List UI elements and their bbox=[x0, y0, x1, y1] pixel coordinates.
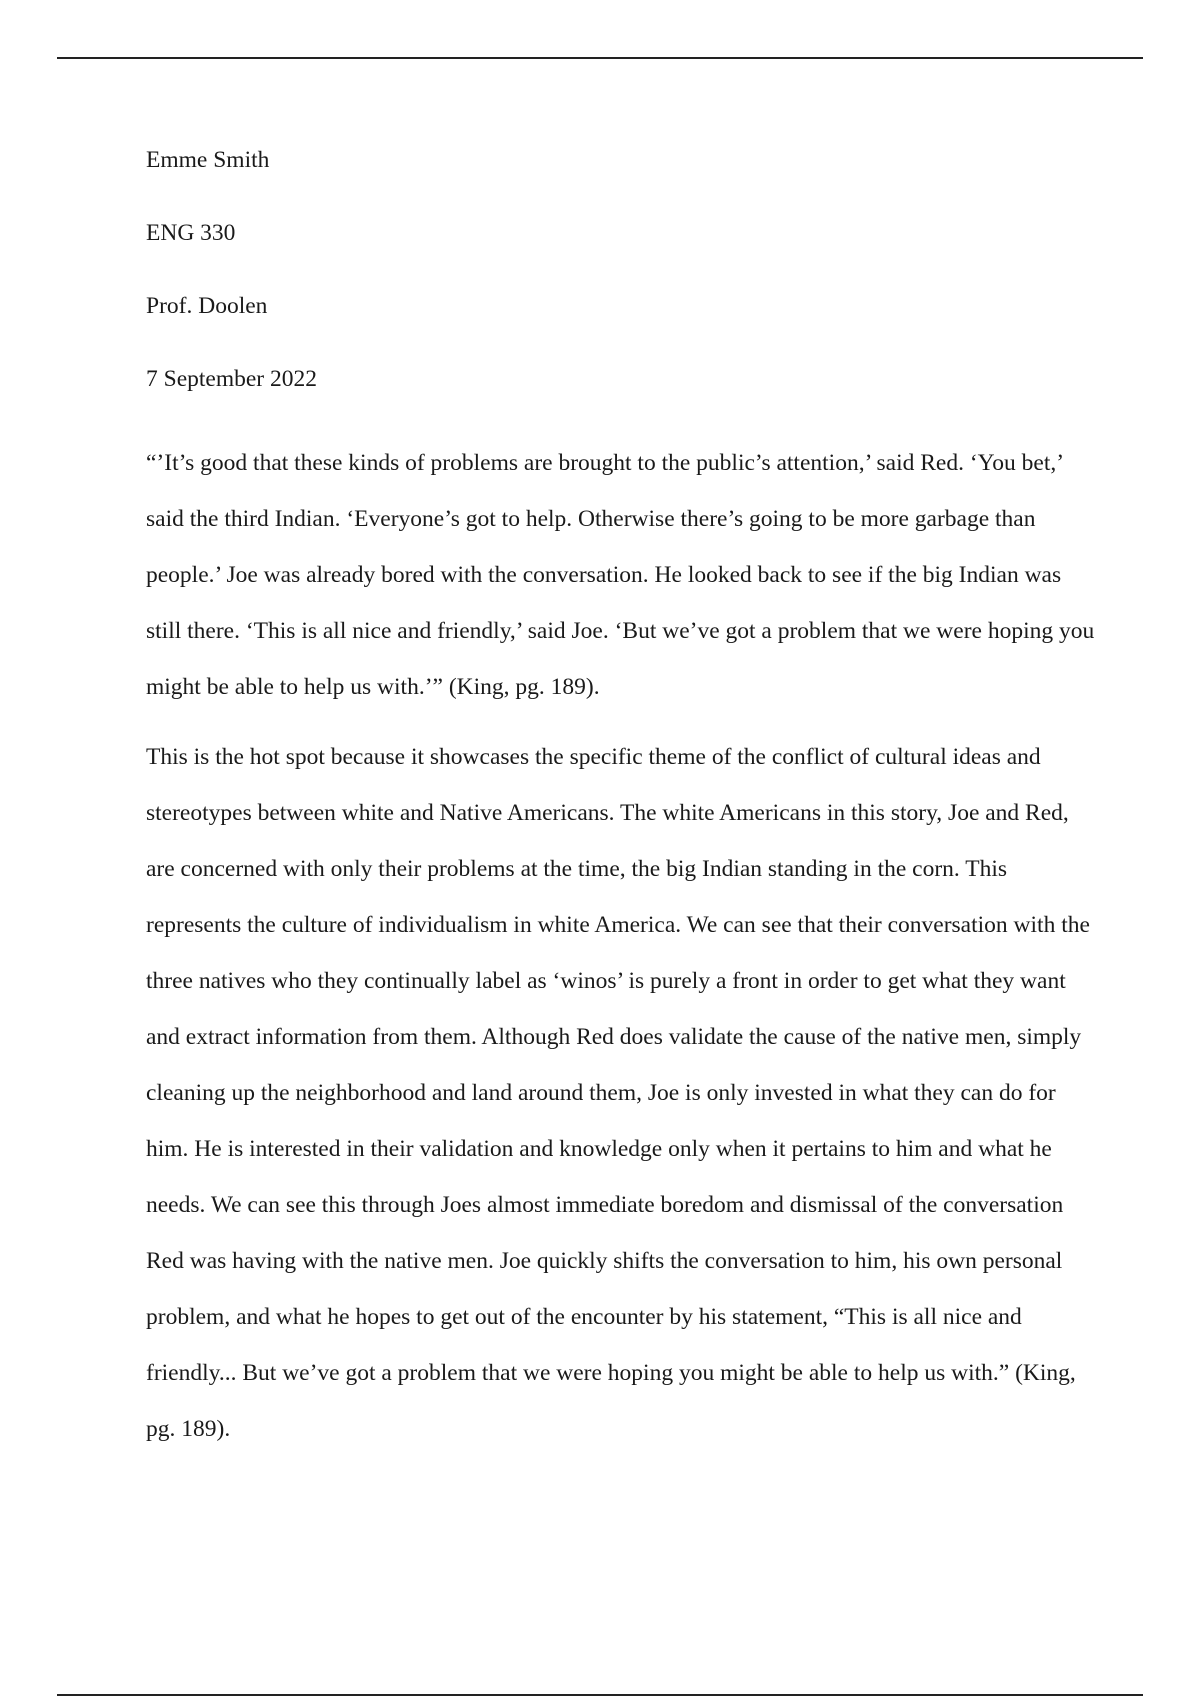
document-page bbox=[146, 143, 1096, 1457]
author-name: Emme Smith bbox=[146, 147, 270, 173]
analysis-paragraph: This is the hot spot because it showcases the specific theme of the conflict of cultural ideas and stereotypes between white and Native Americans. The white Americans in this story, Joe and Red, are concerned with only their problems at the time, the big Indian standing in the corn. This represents the culture of individualism in white America. We can see that their conversation with the three natives who they continually label as ‘winos’ is purely a front in order to get what they want and extract information from them. Although Red does validate the cause of the native men, simply cleaning up the neighborhood and land around them, Joe is only invested in what they can do for him. He is interested in their validation and knowledge only when it pertains to him and what he needs. We can see this through Joes almost immediate boredom and dismissal of the conversation Red was having with the native men. Joe quickly shifts the conversation to him, his own personal problem, and what he hopes to get out of the encounter by his statement, “This is all nice and friendly... But we’ve got a problem that we were hoping you might be able to help us with.” (King, pg. 189). bbox=[146, 744, 1090, 1442]
top-border-line bbox=[57, 57, 1143, 59]
bottom-border-line bbox=[57, 1694, 1143, 1696]
professor-name: Prof. Doolen bbox=[146, 293, 268, 319]
quote-paragraph: “’It’s good that these kinds of problems are brought to the public’s attention,’ said Red. ‘You bet,’ said the third Indian. ‘Everyone’s got to help. Otherwise there’s going to be more garbage than people.’ Joe was already bored with the conversation. He looked back to see if the big Indian was still there. ‘This is all nice and friendly,’ said Joe. ‘But we’ve got a problem that we were hoping you might be able to help us with.’” (King, pg. 189). bbox=[146, 450, 1095, 700]
document-date: 7 September 2022 bbox=[146, 366, 317, 392]
course-code: ENG 330 bbox=[146, 220, 236, 246]
